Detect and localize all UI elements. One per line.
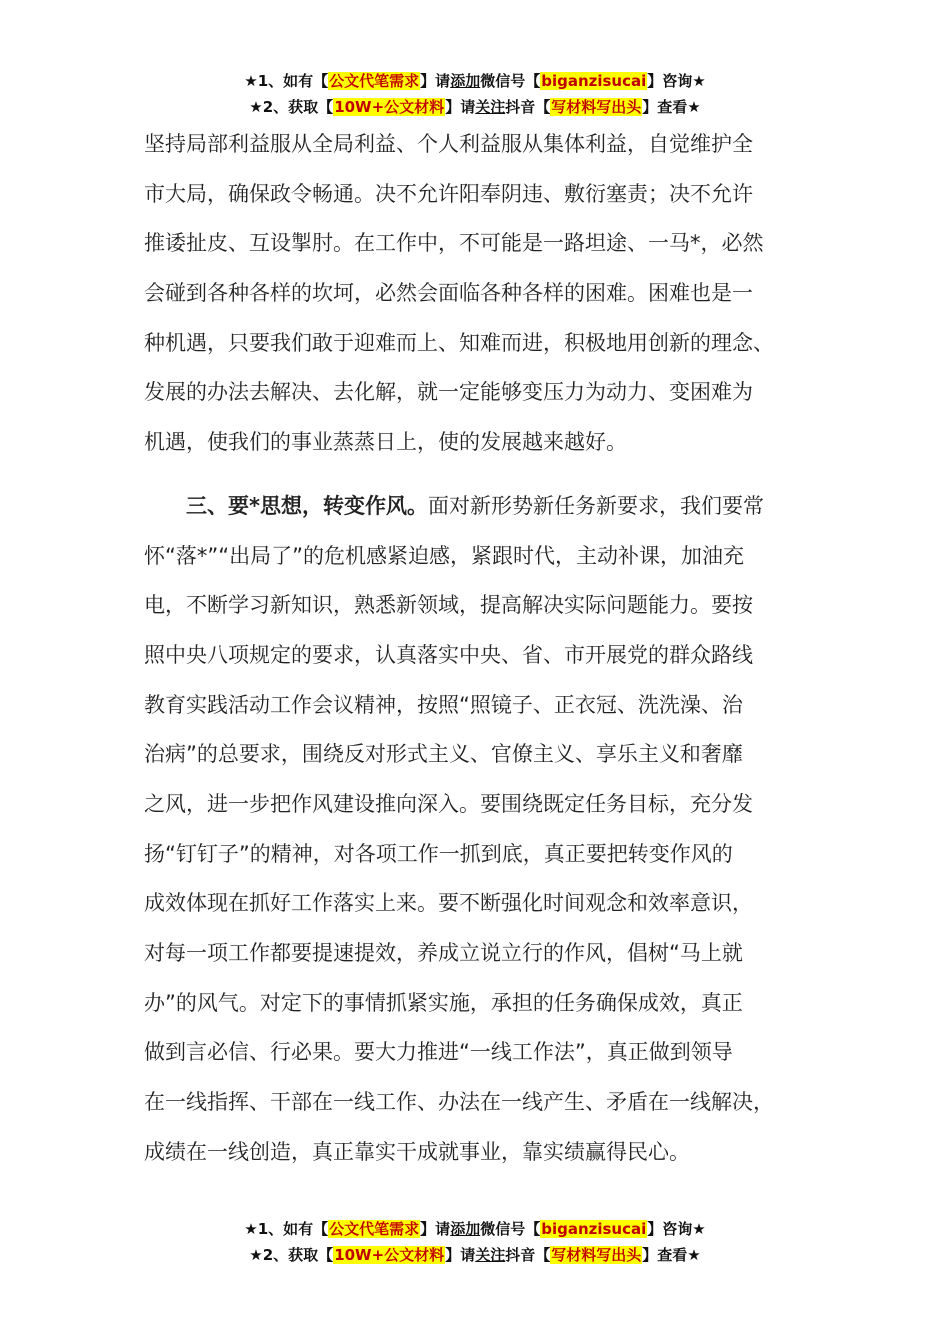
ad-underline: 关注: [475, 98, 506, 116]
ad-text: 抖音【: [505, 98, 551, 116]
text-line: 坚持局部利益服从全局利益、个人利益服从集体利益，自觉维护全: [144, 132, 753, 156]
ad-highlight: 公文代笔需求: [329, 72, 420, 90]
ad-text: 】请: [445, 98, 476, 116]
text-line: 机遇，使我们的事业蒸蒸日上，使的发展越来越好。: [144, 430, 627, 455]
text-line: 怀“落*”“出局了”的危机感紧迫感，紧跟时代，主动补课，加油充: [144, 543, 745, 568]
ad-underline: 添加: [450, 1220, 481, 1238]
ad-text: 】请: [420, 72, 451, 90]
ad-highlight: 10W+公文材料: [334, 98, 445, 116]
text-line: 照中央八项规定的要求，认真落实中央、省、市开展党的群众路线: [144, 642, 753, 667]
ad-text: 微信号【: [480, 1220, 541, 1238]
ad-highlight: 10W+公文材料: [334, 1246, 445, 1264]
text-line: 对每一项工作都要提速提效，养成立说立行的作风，倡树“马上就: [144, 941, 743, 965]
ad-line-2: [0, 94, 950, 120]
text-line: 治病”的总要求，围绕反对形式主义、官僚主义、享乐主义和奢靡: [144, 742, 743, 767]
text-line: 之风，进一步把作风建设推向深入。要围绕既定任务目标，充分发: [144, 791, 753, 816]
ad-text: ★2、获取【: [249, 98, 334, 116]
ad-line-1: [0, 68, 950, 94]
text-line: 推诿扯皮、互设掣肘。在工作中，不可能是一路坦途、一马*，必然: [144, 231, 764, 256]
text-line: 种机遇，只要我们敢于迎难而上、知难而进，积极地用创新的理念、: [144, 330, 774, 355]
ad-line-2: [0, 1242, 950, 1268]
ad-text: 】请: [420, 1220, 451, 1238]
text-line: 会碰到各种各样的坎坷，必然会面临各种各样的困难。困难也是一: [144, 281, 753, 306]
ad-text: 微信号【: [480, 72, 541, 90]
body-text: [144, 120, 824, 1177]
text-line: 办”的风气。对定下的事情抓紧实施，承担的任务确保成效，真正: [144, 990, 743, 1015]
ad-underline: 关注: [475, 1246, 506, 1264]
text-line: 电，不断学习新知识，熟悉新领域，提高解决实际问题能力。要按: [144, 593, 753, 618]
ad-text: 】查看★: [642, 98, 701, 116]
ad-highlight: 公文代笔需求: [329, 1220, 420, 1238]
ad-text: 】查看★: [642, 1246, 701, 1264]
ad-underline: 添加: [450, 72, 481, 90]
text-run: 面对新形势新任务新要求，我们要常: [427, 493, 764, 518]
text-line: [144, 482, 824, 532]
text-line: 市大局，确保政令畅通。决不允许阳奉阴违、敷衍塞责；决不允许: [144, 181, 753, 206]
ad-text: ★1、如有【: [244, 1220, 329, 1238]
ad-highlight: biganzisucai: [541, 72, 647, 90]
ad-text: 】咨询★: [647, 1220, 706, 1238]
ad-highlight: biganzisucai: [541, 1220, 647, 1238]
text-line: 扬“钉钉子”的精神，对各项工作一抓到底，真正要把转变作风的: [144, 841, 733, 866]
paragraph-1: [144, 120, 824, 468]
ad-text: ★2、获取【: [249, 1246, 334, 1264]
header-ad-banner: [0, 68, 950, 120]
text-line: 在一线指挥、干部在一线工作、办法在一线产生、矛盾在一线解决，: [144, 1090, 774, 1115]
ad-line-1: [0, 1216, 950, 1242]
text-line: 做到言必信、行必果。要大力推进“一线工作法”，真正做到领导: [144, 1040, 733, 1065]
ad-text: 】请: [445, 1246, 476, 1264]
ad-text: 抖音【: [505, 1246, 551, 1264]
text-line: 成效体现在抓好工作落实上来。要不断强化时间观念和效率意识，: [144, 891, 753, 916]
footer-ad-banner: [0, 1216, 950, 1268]
ad-text: 】咨询★: [647, 72, 706, 90]
text-line: 教育实践活动工作会议精神，按照“照镜子、正衣冠、洗洗澡、治: [144, 692, 743, 717]
text-line: 成绩在一线创造，真正靠实干成就事业，靠实绩赢得民心。: [144, 1139, 690, 1164]
section-heading: 三、要*思想，转变作风。: [186, 493, 428, 518]
ad-highlight: 写材料写出头: [551, 98, 642, 116]
ad-text: ★1、如有【: [244, 72, 329, 90]
ad-highlight: 写材料写出头: [551, 1246, 642, 1264]
paragraph-2: [144, 482, 824, 1178]
text-line: 发展的办法去解决、去化解，就一定能够变压力为动力、变困难为: [144, 380, 753, 405]
